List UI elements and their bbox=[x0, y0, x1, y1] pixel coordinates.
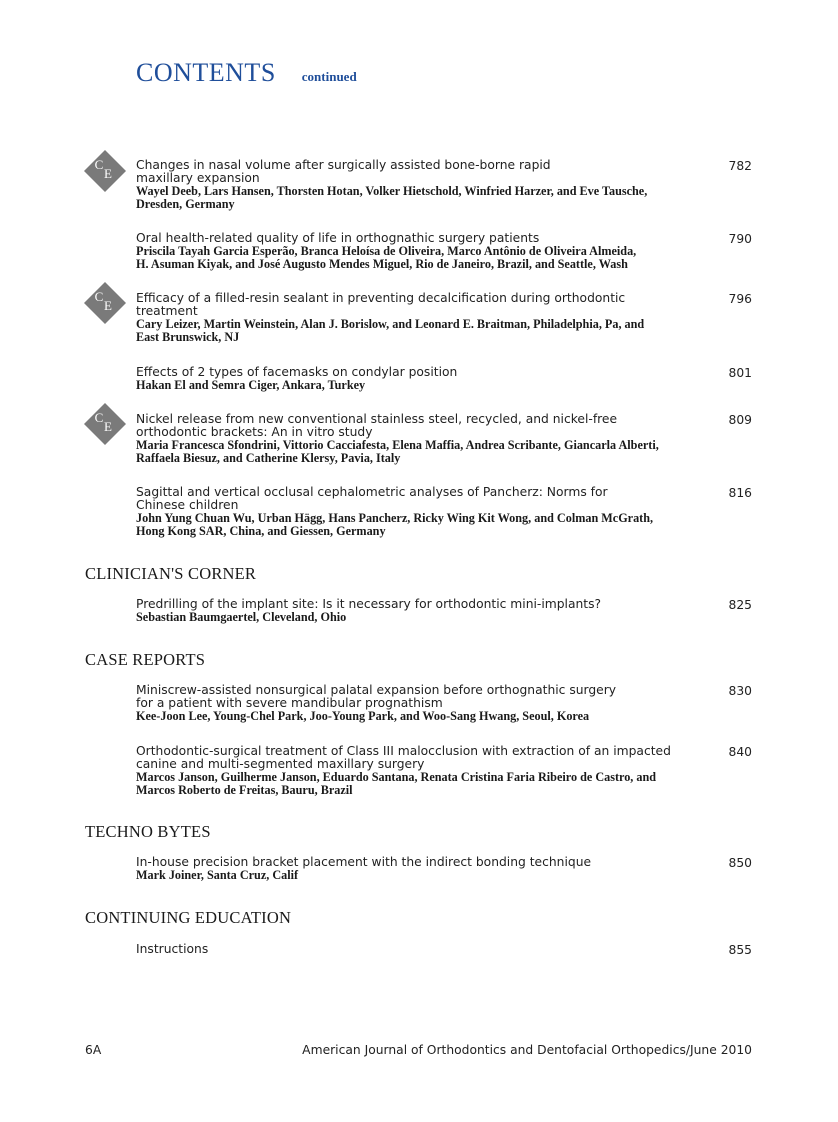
toc-entry[interactable] bbox=[136, 943, 752, 956]
page-number: 782 bbox=[728, 159, 752, 173]
article-authors: Marcos Janson, Guilherme Janson, Eduardo Santana, Renata Cristina Faria Ribeiro de Castro, and Marcos Roberto de Freitas, Bauru, Brazil bbox=[136, 770, 657, 798]
page-number: 809 bbox=[728, 413, 752, 427]
continuing-education-icon bbox=[83, 149, 127, 193]
article-authors: Hakan El and Semra Ciger, Ankara, Turkey bbox=[136, 378, 366, 392]
toc-entry[interactable] bbox=[136, 684, 752, 723]
page-number: 816 bbox=[728, 486, 752, 500]
toc-entry[interactable] bbox=[136, 292, 752, 345]
page-number: 855 bbox=[728, 943, 752, 957]
article-title[interactable]: Changes in nasal volume after surgically assisted bone-borne rapid maxillary expansion bbox=[136, 158, 551, 185]
section-heading-continuing-education: CONTINUING EDUCATION bbox=[85, 908, 292, 927]
page-number: 840 bbox=[728, 745, 752, 759]
page-number: 830 bbox=[728, 684, 752, 698]
svg-text:E: E bbox=[104, 419, 112, 434]
article-title[interactable]: Miniscrew-assisted nonsurgical palatal expansion before orthognathic surgery for a patient with severe mandibular prognathism bbox=[136, 683, 617, 710]
svg-text:C: C bbox=[94, 410, 104, 425]
article-title[interactable]: Instructions bbox=[136, 942, 209, 956]
article-title[interactable]: In-house precision bracket placement with the indirect bonding technique bbox=[136, 855, 592, 869]
footer-page-number: 6A bbox=[85, 1043, 102, 1057]
footer-journal-name: American Journal of Orthodontics and Dentofacial Orthopedics/June 2010 bbox=[302, 1043, 752, 1057]
toc-entry[interactable] bbox=[136, 232, 752, 272]
continuing-education-icon bbox=[83, 281, 127, 325]
article-authors: Cary Leizer, Martin Weinstein, Alan J. Borislow, and Leonard E. Braitman, Philadelphia, Pa, and East Brunswick, NJ bbox=[136, 317, 645, 345]
page-number: 850 bbox=[728, 856, 752, 870]
article-title[interactable]: Efficacy of a filled-resin sealant in preventing decalcification during orthodontic treatment bbox=[136, 291, 626, 318]
article-authors: Sebastian Baumgaertel, Cleveland, Ohio bbox=[136, 610, 347, 624]
svg-text:E: E bbox=[104, 298, 112, 313]
section-heading-techno-bytes: TECHNO BYTES bbox=[85, 822, 211, 841]
page-number: 796 bbox=[728, 292, 752, 306]
article-authors: Mark Joiner, Santa Cruz, Calif bbox=[136, 868, 299, 882]
page-number: 790 bbox=[728, 232, 752, 246]
page-title: CONTENTS bbox=[136, 58, 276, 87]
toc-entry[interactable] bbox=[136, 745, 752, 798]
article-title[interactable]: Nickel release from new conventional stainless steel, recycled, and nickel-free orthodontic brackets: An in vitro study bbox=[136, 412, 618, 439]
article-authors: Wayel Deeb, Lars Hansen, Thorsten Hotan, Volker Hietschold, Winfried Harzer, and Eve Tausche, Dresden, Germany bbox=[136, 184, 648, 212]
toc-entry[interactable] bbox=[136, 486, 752, 539]
page-header bbox=[136, 58, 357, 88]
section-heading-case-reports: CASE REPORTS bbox=[85, 650, 206, 669]
toc-entry[interactable] bbox=[136, 598, 752, 624]
article-authors: Kee-Joon Lee, Young-Chel Park, Joo-Young Park, and Woo-Sang Hwang, Seoul, Korea bbox=[136, 709, 590, 723]
article-title[interactable]: Sagittal and vertical occlusal cephalometric analyses of Pancherz: Norms for Chinese children bbox=[136, 485, 608, 512]
page-number: 825 bbox=[728, 598, 752, 612]
article-authors: John Yung Chuan Wu, Urban Hägg, Hans Pancherz, Ricky Wing Kit Wong, and Colman McGrath, Hong Kong SAR, China, and Giessen, Germany bbox=[136, 511, 654, 539]
toc-entry[interactable] bbox=[136, 366, 752, 392]
article-title[interactable]: Orthodontic-surgical treatment of Class III malocclusion with extraction of an impacted canine and multi-segmented maxillary surgery bbox=[136, 744, 671, 771]
article-authors: Priscila Tayah Garcia Esperão, Branca Heloísa de Oliveira, Marco Antônio de Oliveira Almeida, H. Asuman Kiyak, and José Augusto Mendes Miguel, Rio de Janeiro, Brazil, and Seattle, Wash bbox=[136, 244, 637, 272]
svg-text:C: C bbox=[94, 289, 104, 304]
toc-entry[interactable] bbox=[136, 413, 752, 466]
article-title[interactable]: Oral health-related quality of life in orthognathic surgery patients bbox=[136, 231, 540, 245]
article-title[interactable]: Effects of 2 types of facemasks on condylar position bbox=[136, 365, 458, 379]
page-subtitle: continued bbox=[301, 69, 357, 84]
continuing-education-icon bbox=[83, 402, 127, 446]
toc-entry[interactable] bbox=[136, 159, 752, 212]
article-title[interactable]: Predrilling of the implant site: Is it necessary for orthodontic mini-implants? bbox=[136, 597, 602, 611]
section-heading-clinicians-corner: CLINICIAN'S CORNER bbox=[85, 564, 257, 583]
toc-entry[interactable] bbox=[136, 856, 752, 882]
svg-text:C: C bbox=[94, 157, 104, 172]
article-authors: Maria Francesca Sfondrini, Vittorio Cacciafesta, Elena Maffia, Andrea Scribante, Giancarla Alberti, Raffaela Biesuz, and Catherine Klersy, Pavia, Italy bbox=[136, 438, 659, 466]
svg-text:E: E bbox=[104, 166, 112, 181]
page-number: 801 bbox=[728, 366, 752, 380]
